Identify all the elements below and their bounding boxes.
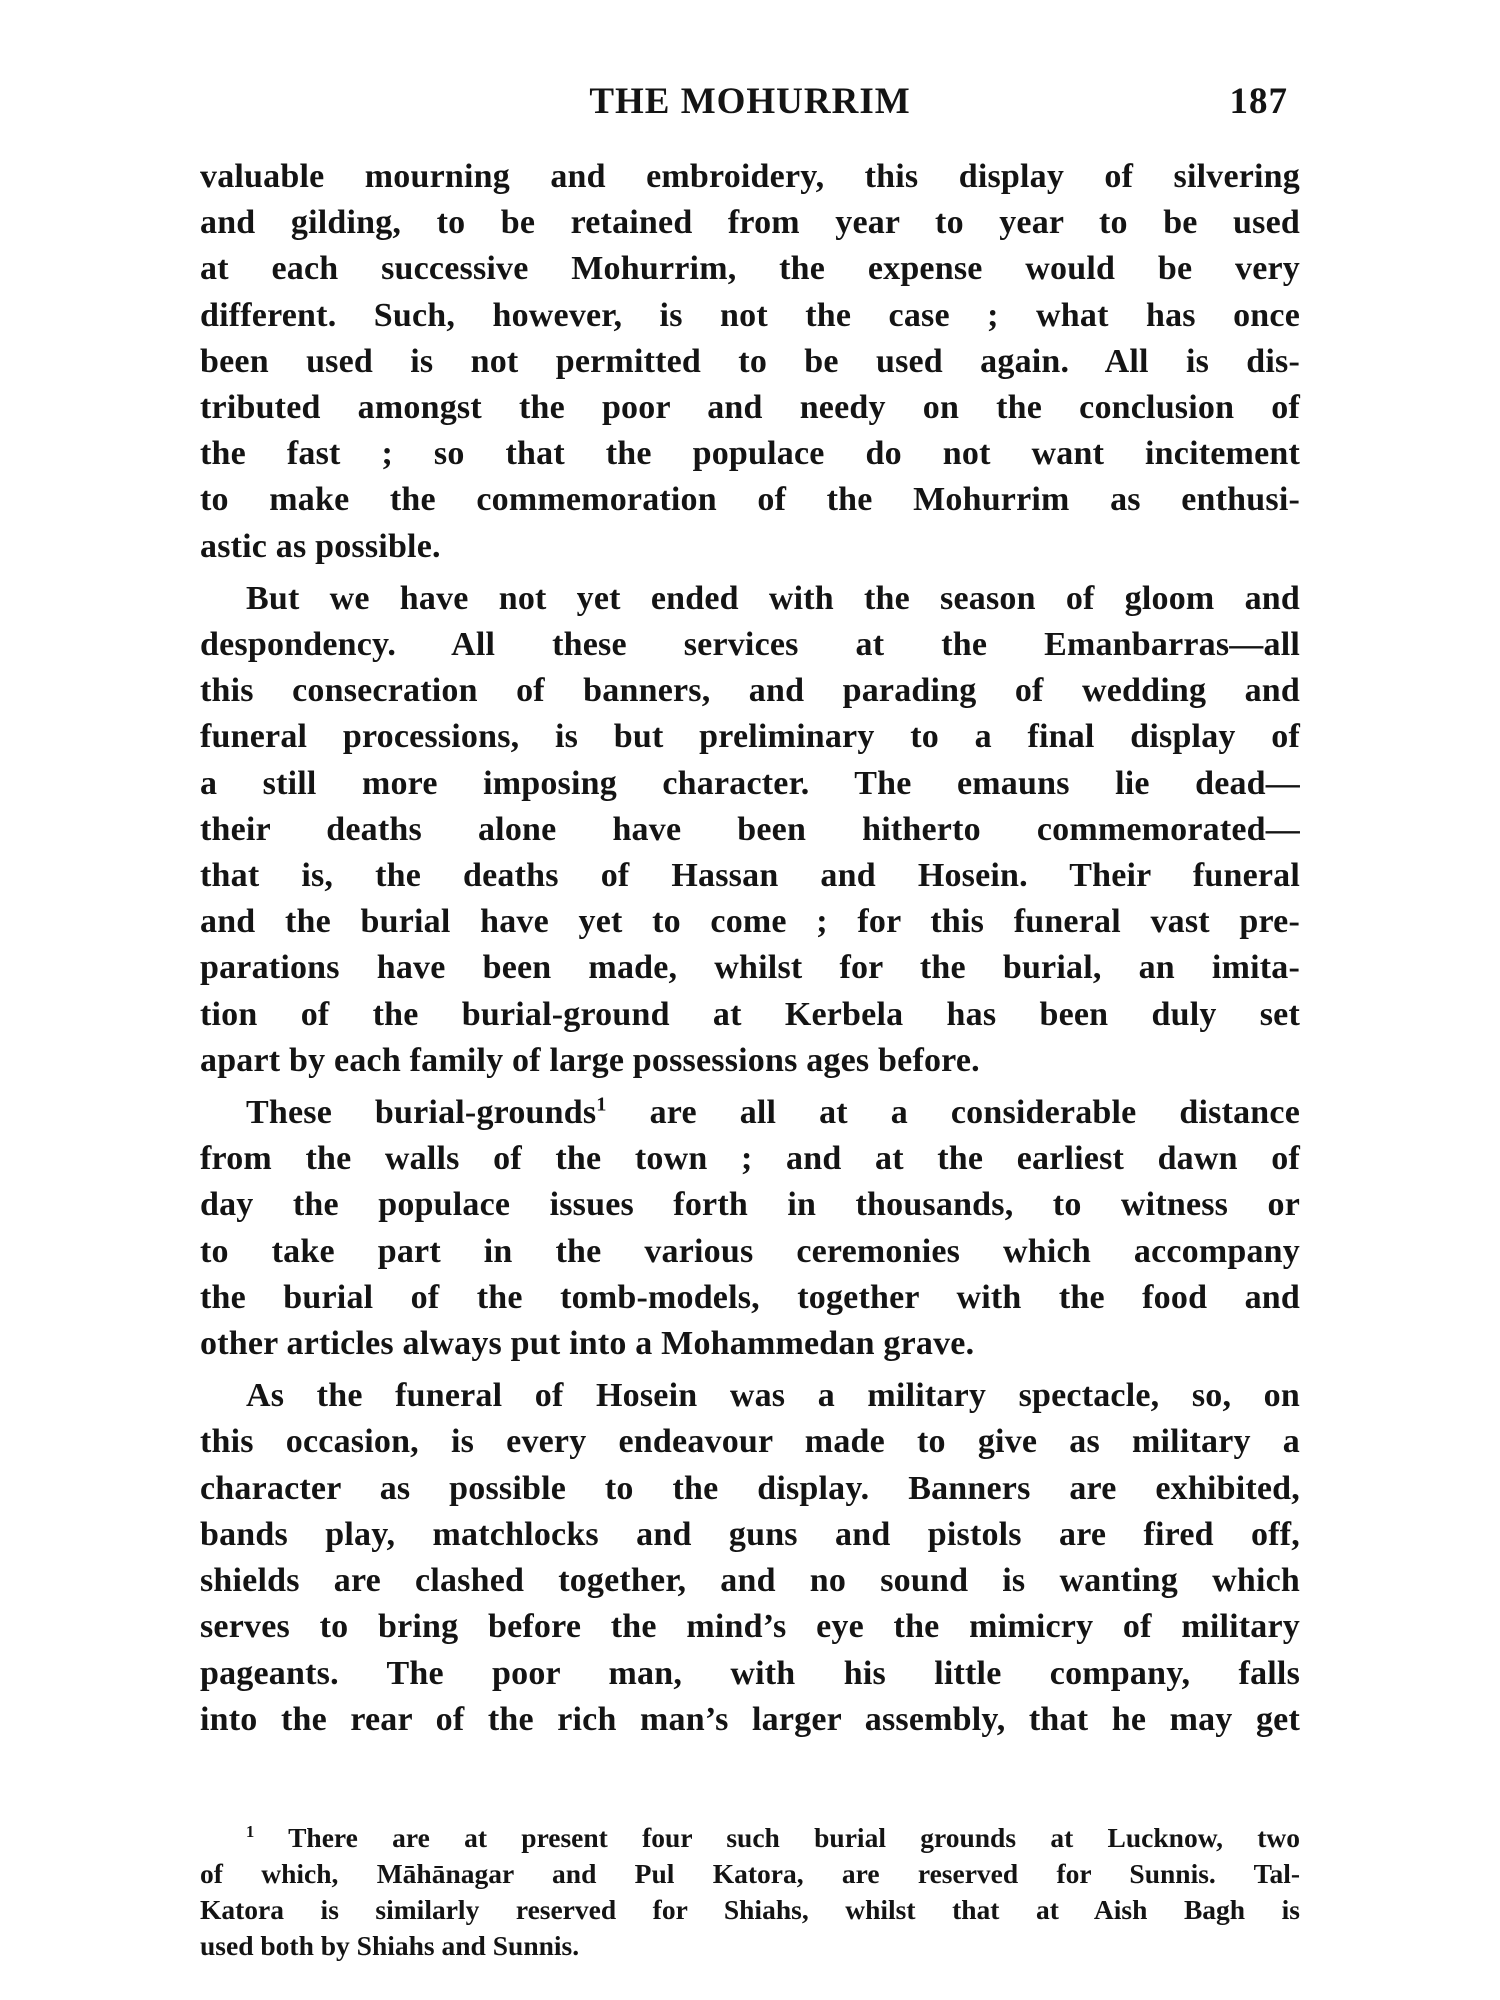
running-header [200, 80, 1300, 140]
text-line: from the walls of the town ; and at the earliest dawn of [200, 1140, 1300, 1178]
text-line: funeral processions, is but preliminary to a final display of [200, 718, 1300, 756]
footnote-reference: 1 [596, 1093, 607, 1116]
text-line: day the populace issues forth in thousands, to witness or [200, 1186, 1300, 1224]
text-line: and gilding, to be retained from year to year to be used [200, 204, 1300, 242]
text-line: used both by Shiahs and Sunnis. [200, 1930, 580, 1961]
footnote [200, 1820, 1300, 1964]
text-line: to take part in the various ceremonies which accompany [200, 1232, 1300, 1270]
text-line: other articles always put into a Mohammedan grave. [200, 1325, 975, 1363]
text-line: of which, Māhānagar and Pul Katora, are reserved for Sunnis. Tal- [200, 1858, 1300, 1889]
text-line: into the rear of the rich man’s larger assembly, that he may get [200, 1700, 1300, 1738]
paragraph-2 [200, 576, 1300, 1084]
text-line: this occasion, is every endeavour made to give as military a [200, 1423, 1300, 1461]
running-title: THE MOHURRIM [589, 81, 911, 122]
text-line: despondency. All these services at the Emanbarras—all [200, 626, 1300, 664]
body-text [200, 154, 1300, 1743]
text-line: valuable mourning and embroidery, this display of silvering [200, 158, 1300, 195]
text-line: character as possible to the display. Banners are exhibited, [200, 1469, 1300, 1507]
text-fragment: There are at present four such burial grounds at Lucknow, two [288, 1822, 1300, 1853]
text-line: tributed amongst the poor and needy on the conclusion of [200, 389, 1300, 427]
text-line: a still more imposing character. The emauns lie dead— [200, 764, 1300, 802]
text-line: and the burial have yet to come ; for this funeral vast pre- [200, 903, 1300, 941]
paragraph-3 [200, 1090, 1300, 1367]
text-line: the fast ; so that the populace do not want incitement [200, 435, 1300, 473]
text-fragment: are all at a considerable distance [649, 1094, 1300, 1132]
text-fragment: These burial-grounds [246, 1094, 597, 1132]
text-line: been used is not permitted to be used again. All is dis- [200, 342, 1300, 380]
text-line: tion of the burial-ground at Kerbela has been duly set [200, 995, 1300, 1033]
text-line: different. Such, however, is not the case ; what has once [200, 296, 1300, 334]
page-number: 187 [1229, 81, 1288, 122]
text-line: this consecration of banners, and parading of wedding and [200, 672, 1300, 710]
text-line: As the funeral of Hosein was a military spectacle, so, on [246, 1377, 1300, 1415]
text-line: at each successive Mohurrim, the expense would be very [200, 250, 1300, 288]
text-line: pageants. The poor man, with his little company, falls [200, 1654, 1300, 1692]
text-line: the burial of the tomb-models, together with the food and [200, 1278, 1300, 1316]
footnote-marker: 1 [246, 1821, 255, 1841]
text-line: astic as possible. [200, 527, 441, 565]
paragraph-4 [200, 1373, 1300, 1743]
text-line: parations have been made, whilst for the burial, an imita- [200, 949, 1300, 987]
text-line: their deaths alone have been hitherto commemorated— [200, 810, 1300, 848]
text-line: to make the commemoration of the Mohurrim as enthusi- [200, 481, 1300, 519]
text-line: shields are clashed together, and no sound is wanting which [200, 1562, 1300, 1600]
text-line: apart by each family of large possessions ages before. [200, 1041, 980, 1079]
text-line: But we have not yet ended with the season of gloom and [246, 579, 1300, 617]
text-line: bands play, matchlocks and guns and pistols are fired off, [200, 1515, 1300, 1553]
text-line: Katora is similarly reserved for Shiahs, whilst that at Aish Bagh is [200, 1894, 1300, 1925]
text-line [200, 1090, 1300, 1136]
book-page [200, 80, 1300, 1960]
paragraph-1 [200, 154, 1300, 570]
text-line [200, 1820, 1300, 1856]
text-line: serves to bring before the mind’s eye the mimicry of military [200, 1608, 1300, 1646]
text-line: that is, the deaths of Hassan and Hosein. Their funeral [200, 857, 1300, 895]
